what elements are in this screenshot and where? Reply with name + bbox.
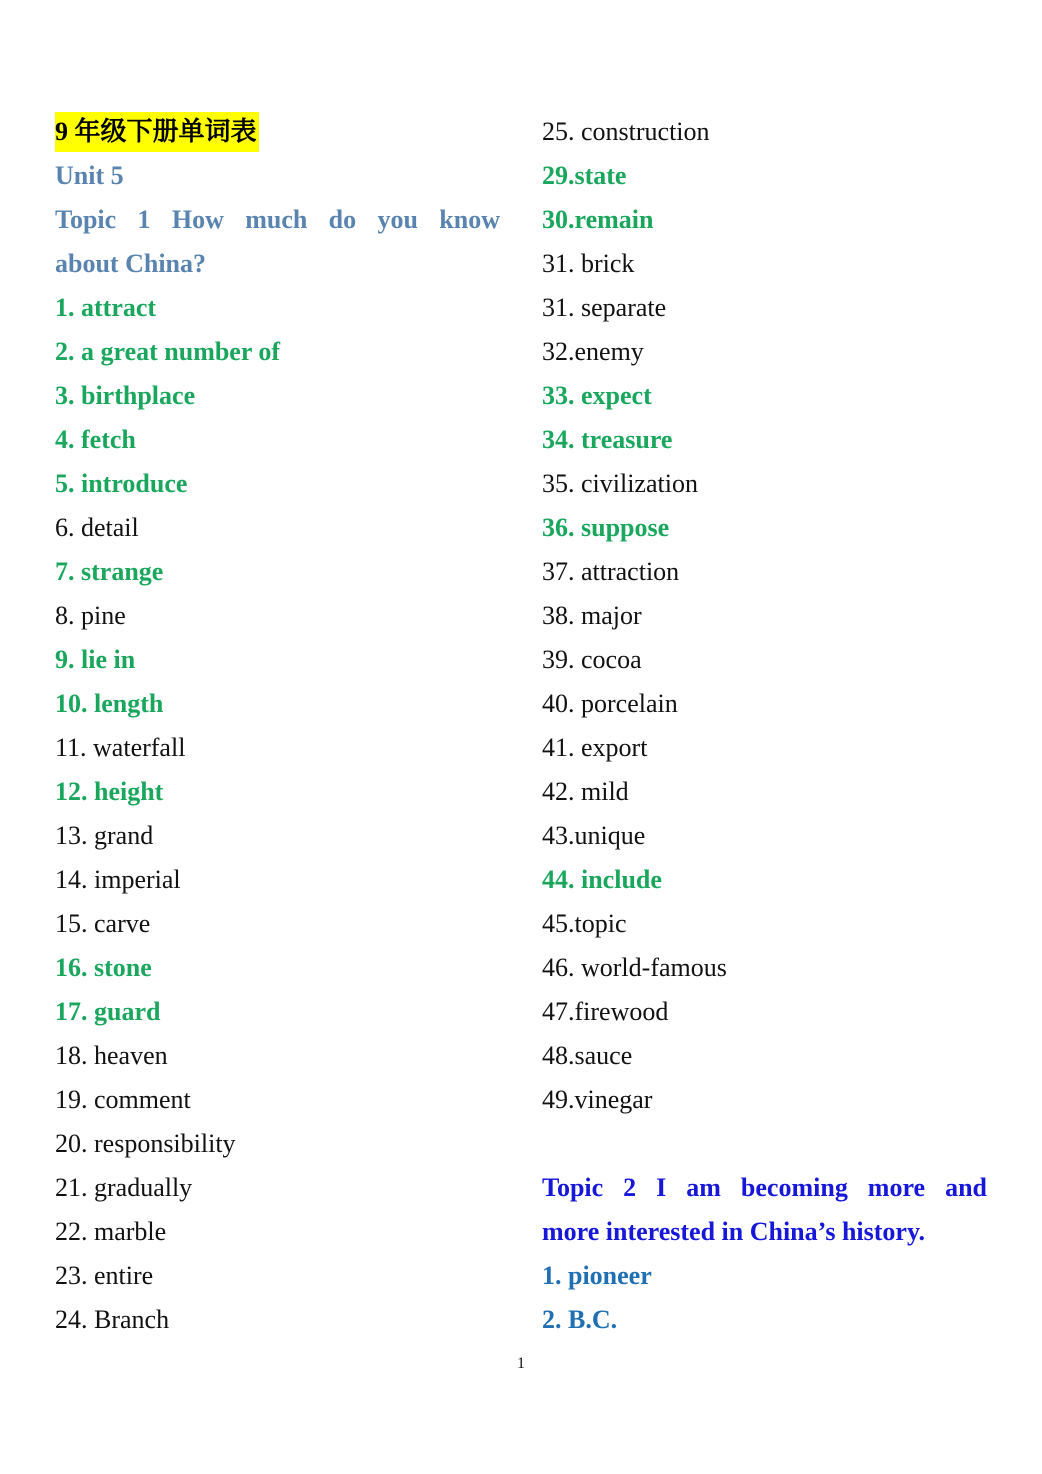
vocab-item: 34. treasure	[542, 425, 673, 454]
vocab-item: 43.unique	[542, 821, 646, 850]
vocab-item: 47.firewood	[542, 997, 669, 1026]
vocab-item: 2. B.C.	[542, 1305, 618, 1334]
vocab-item: 25. construction	[542, 117, 710, 146]
vocab-item: 24. Branch	[55, 1305, 170, 1334]
spacer-line	[542, 1122, 987, 1166]
vocab-item: 14. imperial	[55, 865, 181, 894]
topic2-vocab-list	[542, 1254, 987, 1342]
topic2-heading-line1: Topic 2 I am becoming more and	[542, 1173, 987, 1202]
title-line	[55, 110, 500, 154]
vocab-item: 5. introduce	[55, 469, 188, 498]
vocab-item: 39. cocoa	[542, 645, 642, 674]
vocab-item: 21. gradually	[55, 1173, 193, 1202]
vocab-item: 13. grand	[55, 821, 154, 850]
vocab-item: 6. detail	[55, 513, 139, 542]
topic2-heading-line2: more interested in China’s history.	[542, 1217, 926, 1246]
topic1-heading-line2: about China?	[55, 249, 206, 278]
vocab-item: 16. stone	[55, 953, 152, 982]
vocab-item: 44. include	[542, 865, 662, 894]
vocab-item: 33. expect	[542, 381, 652, 410]
vocab-item: 1. attract	[55, 293, 157, 322]
vocab-item: 7. strange	[55, 557, 164, 586]
right-vocab-list	[542, 110, 987, 1122]
vocab-item: 37. attraction	[542, 557, 680, 586]
left-column	[55, 110, 500, 1342]
vocab-item: 35. civilization	[542, 469, 698, 498]
vocab-item: 41. export	[542, 733, 648, 762]
vocab-item: 1. pioneer	[542, 1261, 652, 1290]
vocab-item: 45.topic	[542, 909, 627, 938]
vocab-item: 8. pine	[55, 601, 126, 630]
vocab-item: 11. waterfall	[55, 733, 186, 762]
page-title: 9 年级下册单词表	[55, 112, 259, 152]
right-column	[542, 110, 987, 1342]
vocab-item: 18. heaven	[55, 1041, 168, 1070]
vocab-item: 17. guard	[55, 997, 161, 1026]
vocab-item: 32.enemy	[542, 337, 644, 366]
vocab-item: 10. length	[55, 689, 164, 718]
vocab-item: 12. height	[55, 777, 164, 806]
vocab-item: 46. world-famous	[542, 953, 727, 982]
vocab-item: 4. fetch	[55, 425, 136, 454]
topic1-heading-line1: Topic 1 How much do you know	[55, 205, 500, 234]
vocab-item: 36. suppose	[542, 513, 670, 542]
vocab-item: 22. marble	[55, 1217, 167, 1246]
unit-heading: Unit 5	[55, 161, 124, 190]
vocab-item: 38. major	[542, 601, 642, 630]
vocab-item: 42. mild	[542, 777, 629, 806]
vocab-item: 2. a great number of	[55, 337, 281, 366]
vocab-item: 31. brick	[542, 249, 635, 278]
vocab-item: 31. separate	[542, 293, 667, 322]
vocab-item: 19. comment	[55, 1085, 191, 1114]
vocab-item: 23. entire	[55, 1261, 154, 1290]
left-vocab-list	[55, 286, 500, 1342]
page-number: 1	[517, 1355, 525, 1372]
vocab-item: 15. carve	[55, 909, 151, 938]
vocab-item: 48.sauce	[542, 1041, 633, 1070]
vocab-item: 3. birthplace	[55, 381, 196, 410]
vocab-item: 49.vinegar	[542, 1085, 653, 1114]
vocab-item: 20. responsibility	[55, 1129, 236, 1158]
vocab-item: 29.state	[542, 161, 627, 190]
vocab-item: 9. lie in	[55, 645, 136, 674]
vocab-item: 30.remain	[542, 205, 654, 234]
vocab-item: 40. porcelain	[542, 689, 678, 718]
